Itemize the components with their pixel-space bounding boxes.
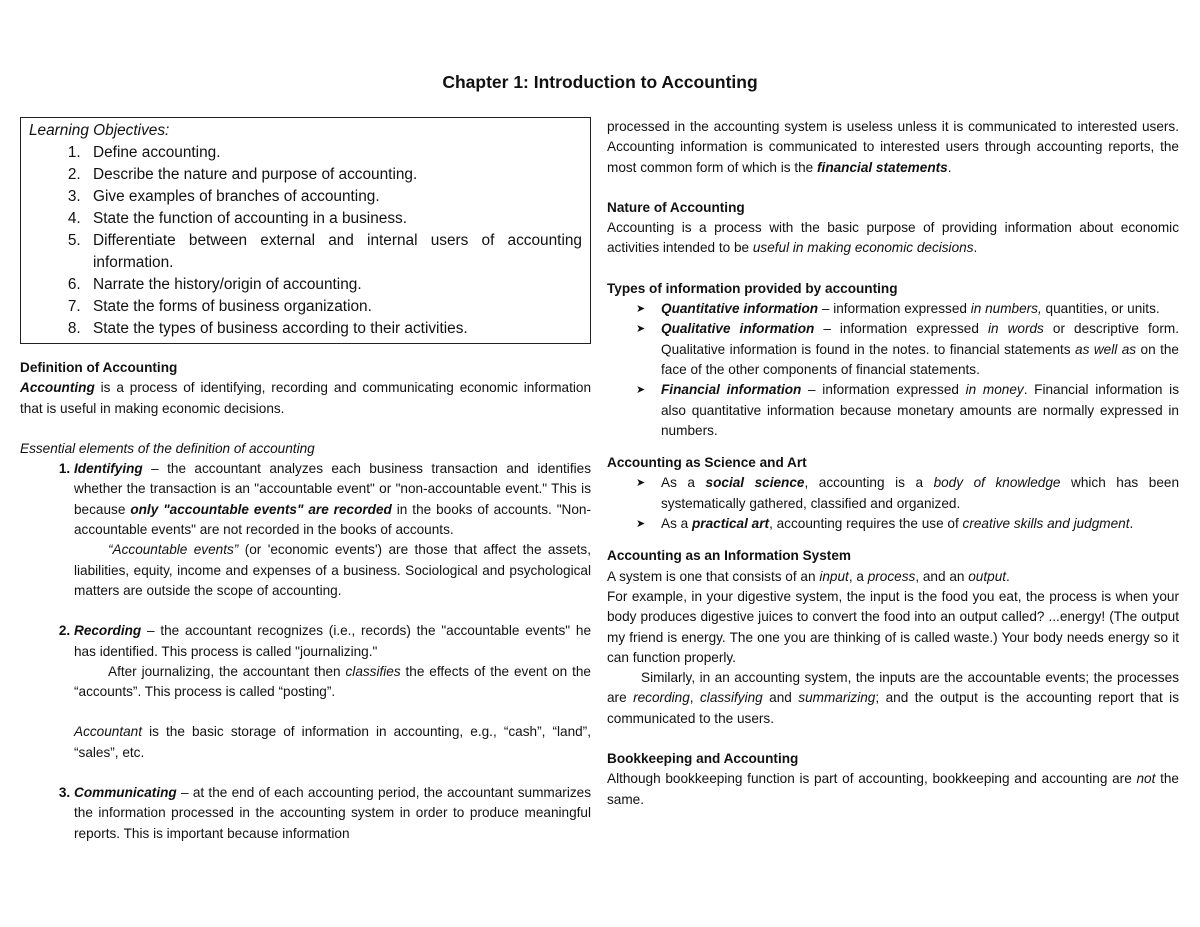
arrow-bullet-icon: ➤	[636, 303, 646, 316]
infosys-p1: A system is one that consists of an input, a process, and an output.	[607, 568, 1010, 584]
accountant-note: Accountant is the basic storage of information in accounting, e.g., “cash”, “land”, “sales”, etc.	[74, 724, 591, 760]
arrow-bullet-icon: ➤	[636, 518, 646, 531]
bookkeeping-heading: Bookkeeping and Accounting	[607, 751, 799, 767]
left-column	[20, 117, 591, 844]
science-heading: Accounting as Science and Art	[607, 455, 807, 471]
objectives-list	[29, 142, 582, 340]
science-item-practical: ➤ As a practical art, accounting requires the use of creative skills and judgment.	[661, 514, 1179, 534]
science-item-social: ➤ As a social science, accounting is a body of knowledge which has been systematically gathered, classified and organized.	[636, 475, 1180, 511]
types-heading: Types of information provided by accounting	[607, 280, 898, 296]
types-item-financial: ➤ Financial information – information expressed in money. Financial information is also quantitative information because monetary amounts are normally expressed in numbers.	[636, 382, 1179, 438]
science-list	[607, 473, 1179, 534]
essential-item-identifying: 1. Identifying – the accountant analyzes each business transaction and identifies whether the transaction is an "accountable event" or "non-accountable event." This is because only "accountable events" are recorded in the books of accounts. "Non-accountable events" are not recorded in the books of accounts. “Accountable events” (or 'economic events') are those that affect the assets, liabilities, equity, income and expenses of a business. Sociological and psychological matters are outside the scope of accounting.	[74, 459, 591, 621]
definition-heading: Definition of Accounting	[20, 360, 178, 375]
essential-item-communicating: 3. Communicating – at the end of each accounting period, the accountant summarizes the information processed in the accounting system in order to produce meaningful reports. This is important because information	[74, 783, 591, 844]
arrow-bullet-icon: ➤	[636, 384, 646, 397]
objective-item: 7. State the forms of business organization.	[85, 296, 582, 318]
posting-note: After journalizing, the accountant then classifies the effects of the event on the “accounts”. This process is called “posting”.	[74, 663, 591, 700]
definition-text: Accounting is a process of identifying, recording and communicating economic information that is useful in making economic decisions.	[20, 380, 591, 416]
infosys-p2: For example, in your digestive system, the input is the food you eat, the process is when your body produces digestive juices to convert the food into an output called? ...energy! (The output my friend is energy. The one you are thinking of is called waste.) Your body needs energy so it can function properly.	[607, 588, 1179, 665]
objective-item: 1. Define accounting.	[85, 142, 582, 164]
objective-item: 3. Give examples of branches of accounting.	[85, 186, 582, 208]
objective-item: 6. Narrate the history/origin of accounting.	[85, 274, 582, 296]
bookkeeping-text: Although bookkeeping function is part of accounting, bookkeeping and accounting are not the same.	[607, 771, 1179, 807]
essential-list	[20, 459, 591, 844]
right-column	[607, 117, 1179, 810]
continued-text: processed in the accounting system is useless unless it is communicated to interested users. Accounting information is communicated to interested users through accounting reports, the most common form of which is the financial statements.	[607, 119, 1179, 175]
learning-objectives-box	[20, 117, 591, 344]
arrow-bullet-icon: ➤	[636, 323, 646, 336]
objectives-label: Learning Objectives:	[29, 122, 170, 139]
essential-item-recording: 2. Recording – the accountant recognizes (i.e., records) the "accountable events" he has identified. This process is called "journalizing." After journalizing, the accountant then classifies the effects of the event on the “accounts”. This process is called “posting”. Accountant is the basic storage of information in accounting, e.g., “cash”, “land”, “sales”, etc.	[74, 621, 591, 783]
nature-heading: Nature of Accounting	[607, 199, 745, 215]
types-item-qualitative: ➤ Qualitative information – information expressed in words or descriptive form. Qualitative information is found in the notes. to financial statements as well as on the face of the other components of financial statements.	[636, 321, 1179, 377]
infosys-heading: Accounting as an Information System	[607, 548, 851, 564]
infosys-p3: Similarly, in an accounting system, the inputs are the accountable events; the processes are recording, classifying and summarizing; and the output is the accounting report that is communicated to the users.	[607, 670, 1179, 726]
nature-text: Accounting is a process with the basic purpose of providing information about economic activities intended to be useful in making economic decisions.	[607, 220, 1179, 256]
objective-item: 2. Describe the nature and purpose of accounting.	[85, 164, 582, 186]
accountable-events-note: “Accountable events” (or 'economic events') are those that affect the assets, liabilities, equity, income and expenses of a business. Sociological and psychological matters are outside the scope of accounting.	[74, 542, 592, 598]
objective-item: 5. Differentiate between external and internal users of accounting information.	[85, 230, 582, 274]
objective-item: 8. State the types of business according to their activities.	[85, 318, 582, 340]
page-title: Chapter 1: Introduction to Accounting	[442, 72, 758, 92]
types-item-quantitative: ➤ Quantitative information – information expressed in numbers, quantities, or units.	[661, 299, 1179, 319]
objective-item: 4. State the function of accounting in a business.	[85, 208, 582, 230]
arrow-bullet-icon: ➤	[636, 477, 646, 490]
essential-heading: Essential elements of the definition of accounting	[20, 440, 315, 456]
types-list	[607, 299, 1179, 441]
